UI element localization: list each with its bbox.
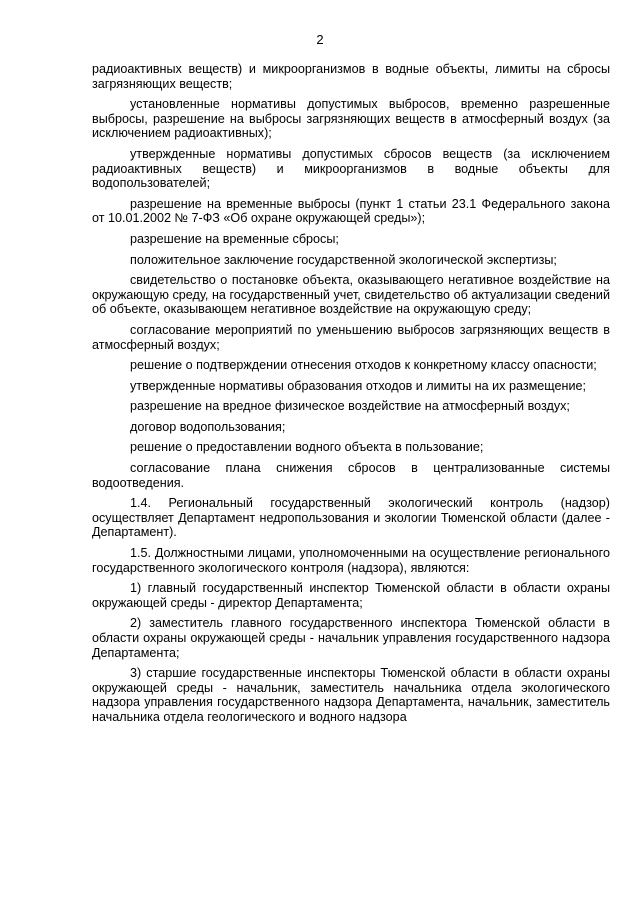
paragraph-continuation: радиоактивных веществ) и микроорганизмов в водные объекты, лимиты на сбросы загрязняющих веществ; bbox=[92, 62, 610, 91]
document-body bbox=[92, 62, 610, 731]
paragraph: согласование плана снижения сбросов в централизованные системы водоотведения. bbox=[92, 461, 610, 490]
list-item-3: 3) старшие государственные инспекторы Тюменской области в области охраны окружающей среды - начальник, заместитель начальника отдела экологического надзора управления государственного надзора Департамента, начальник, заместитель начальника отдела геологического и водного надзора bbox=[92, 666, 610, 724]
paragraph: утвержденные нормативы допустимых сбросов веществ (за исключением радиоактивных веществ) и микроорганизмов в водные объекты для водопользователей; bbox=[92, 146, 610, 191]
list-item-1: 1) главный государственный инспектор Тюменской области в области охраны окружающей среды - директор Департамента; bbox=[92, 581, 610, 610]
section-1-4: 1.4. Региональный государственный экологический контроль (надзор) осуществляет Департамент недропользования и экологии Тюменской области (далее - Департамент). bbox=[92, 496, 610, 540]
section-1-5: 1.5. Должностными лицами, уполномоченными на осуществление регионального государственного экологического контроля (надзора), являются: bbox=[92, 546, 610, 575]
paragraph: решение о подтверждении отнесения отходов к конкретному классу опасности; bbox=[130, 358, 597, 373]
paragraph: разрешение на вредное физическое воздействие на атмосферный воздух; bbox=[130, 399, 570, 414]
paragraph: договор водопользования; bbox=[130, 419, 286, 434]
paragraph: разрешение на временные выбросы (пункт 1 статьи 23.1 Федерального закона от 10.01.2002 № 7-ФЗ «Об охране окружающей среды»); bbox=[92, 196, 610, 226]
paragraph: разрешение на временные сбросы; bbox=[130, 231, 339, 246]
paragraph: утвержденные нормативы образования отходов и лимиты на их размещение; bbox=[130, 378, 586, 393]
paragraph: установленные нормативы допустимых выбросов, временно разрешенные выбросы, разрешение на выбросы загрязняющих веществ в атмосферный воздух (за исключением радиоактивных); bbox=[92, 97, 610, 141]
paragraph: решение о предоставлении водного объекта в пользование; bbox=[130, 440, 484, 455]
list-item-2: 2) заместитель главного государственного инспектора Тюменской области в области охраны окружающей среды - начальник управления государственного надзора Департамента; bbox=[92, 616, 610, 660]
paragraph: свидетельство о постановке объекта, оказывающего негативное воздействие на окружающую среду, на государственный учет, свидетельство об актуализации сведений об объекте, оказывающем негативное воздействие на окружающую среду; bbox=[92, 273, 610, 317]
paragraph: согласование мероприятий по уменьшению выбросов загрязняющих веществ в атмосферный воздух; bbox=[92, 322, 610, 352]
paragraph: положительное заключение государственной экологической экспертизы; bbox=[130, 252, 557, 267]
page-number: 2 bbox=[316, 32, 324, 47]
